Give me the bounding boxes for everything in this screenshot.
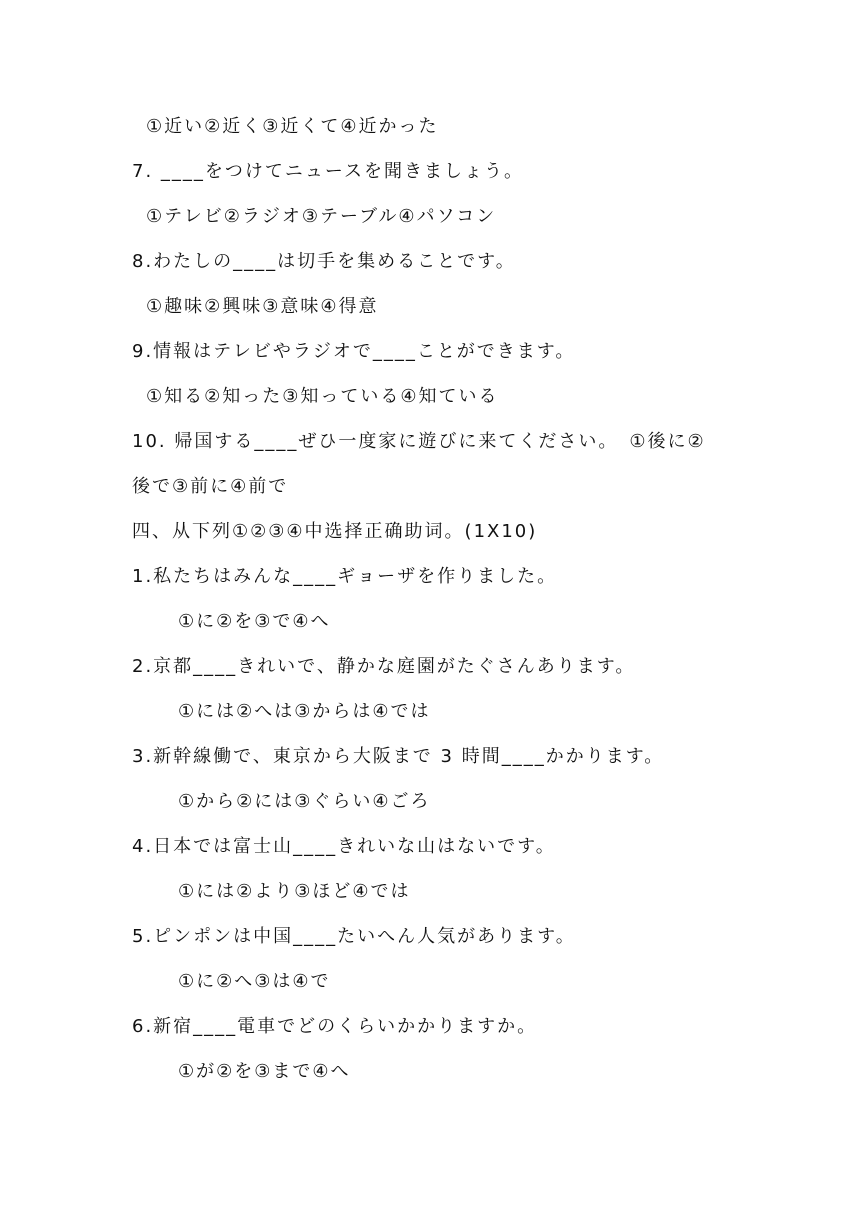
choice-line: ①に②を③で④へ (178, 611, 331, 632)
section-heading: 四、从下列①②③④中选择正确助词。(1X10) (132, 521, 538, 542)
question-line: 3.新幹線働で、東京から大阪まで 3 時間____かかります。 (132, 746, 665, 767)
choice-line: ①テレビ②ラジオ③テーブル④パソコン (146, 206, 497, 227)
choice-line: ①に②へ③は④で (178, 971, 331, 992)
question-line: 1.私たちはみんな____ギョーザを作りました。 (132, 566, 558, 587)
choice-line: ①から②には③ぐらい④ごろ (178, 791, 431, 812)
question-line: 8.わたしの____は切手を集めることです。 (132, 251, 516, 272)
choice-line: ①近い②近く③近くて④近かった (146, 116, 439, 137)
question-line: 10. 帰国する____ぜひ一度家に遊びに来てください。 ①後に② (132, 431, 706, 452)
question-line: 4.日本では富士山____きれいな山はないです。 (132, 836, 556, 857)
question-line: 5.ピンポンは中国____たいへん人気があります。 (132, 926, 576, 947)
choice-line: ①には②へは③からは④では (178, 701, 431, 722)
choice-line: ①趣味②興味③意味④得意 (146, 296, 379, 317)
question-line: 9.情報はテレビやラジオで____ことができます。 (132, 341, 576, 362)
question-line: 7. ____をつけてニュースを聞きましょう。 (132, 161, 524, 182)
choice-line-continuation: 後で③前に④前で (132, 476, 289, 497)
choice-line: ①知る②知った③知っている④知ている (146, 386, 499, 407)
question-line: 2.京都____きれいで、静かな庭園がたぐさんあります。 (132, 656, 636, 677)
question-line: 6.新宿____電車でどのくらいかかりますか。 (132, 1016, 538, 1037)
choice-line: ①が②を③まで④へ (178, 1061, 351, 1082)
choice-line: ①には②より③ほど④では (178, 881, 411, 902)
